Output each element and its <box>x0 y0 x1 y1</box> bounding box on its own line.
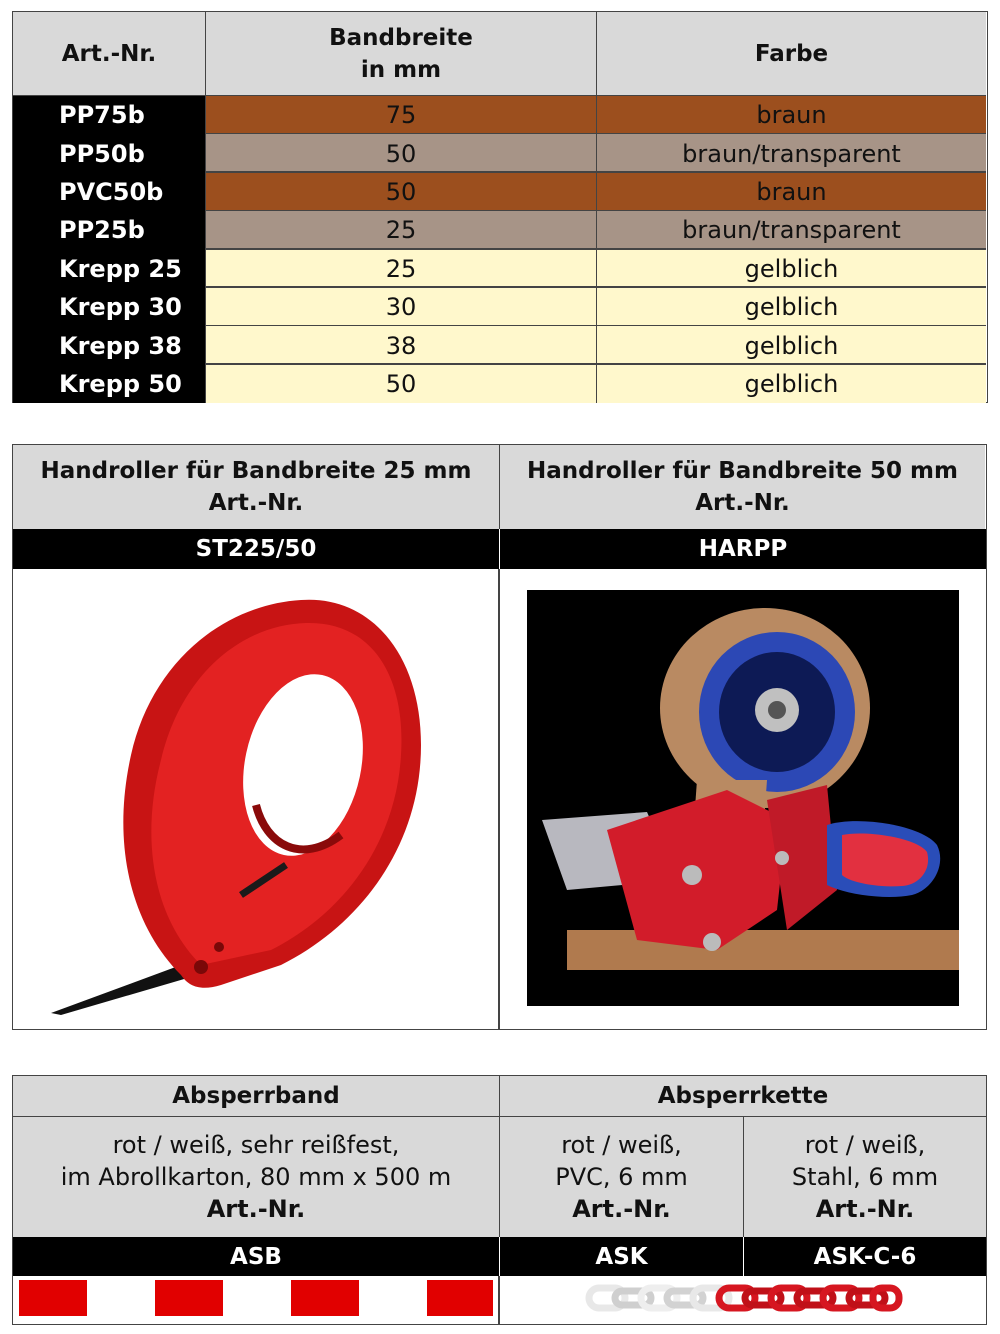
art-nr-cell: Krepp 30 <box>13 288 205 326</box>
dispenser-25-header <box>13 445 499 529</box>
farbe-cell: braun/transparent <box>596 134 986 172</box>
farbe-cell: gelblich <box>596 250 986 288</box>
bandbreite-cell: 75 <box>205 96 596 134</box>
art-nr-cell: Krepp 25 <box>13 250 205 288</box>
dispenser-column-divider <box>498 569 500 1029</box>
absperrband-desc-line1: rot / weiß, sehr reißfest, <box>112 1131 400 1159</box>
header-bandbreite-line2: in mm <box>360 57 442 83</box>
bandbreite-cell: 50 <box>205 134 596 172</box>
tape-table <box>12 11 988 403</box>
farbe-cell: gelblich <box>596 288 986 326</box>
header-farbe <box>596 12 986 96</box>
table-row <box>13 134 986 172</box>
kette-pvc-line2: PVC, 6 mm <box>555 1163 688 1191</box>
absperrkette-pvc-description <box>499 1116 743 1237</box>
table-row <box>13 288 986 326</box>
tape-dispenser-50mm-image <box>527 590 959 1006</box>
bandbreite-cell: 25 <box>205 250 596 288</box>
art-nr-cell: PVC50b <box>13 173 205 211</box>
barrier-chain-image <box>585 1282 903 1314</box>
dispenser-50-artnr-label: Art.-Nr. <box>695 490 790 516</box>
header-bandbreite <box>205 12 596 96</box>
kette-stahl-line2: Stahl, 6 mm <box>791 1163 939 1191</box>
farbe-cell: braun <box>596 96 986 134</box>
kette-pvc-line1: rot / weiß, <box>561 1131 682 1159</box>
table-row <box>13 173 986 211</box>
art-nr-cell: PP75b <box>13 96 205 134</box>
bandbreite-cell: 25 <box>205 211 596 249</box>
absperrkette-stahl-description <box>743 1116 986 1237</box>
header-bandbreite-line1: Bandbreite <box>329 25 473 51</box>
art-nr-cell: PP50b <box>13 134 205 172</box>
header-farbe-label: Farbe <box>754 41 829 67</box>
barrier-tape-image <box>19 1280 493 1316</box>
bandbreite-cell: 50 <box>205 365 596 403</box>
absperrkette-header <box>499 1076 986 1116</box>
absperrband-code <box>13 1237 499 1276</box>
bandbreite-cell: 50 <box>205 173 596 211</box>
table-row <box>13 96 986 134</box>
absperrband-title: Absperrband <box>172 1083 340 1109</box>
farbe-cell: braun <box>596 173 986 211</box>
art-nr-cell: Krepp 50 <box>13 365 205 403</box>
barrier-column-divider <box>498 1276 500 1324</box>
kette-stahl-code-text: ASK-C-6 <box>813 1243 917 1270</box>
dispenser-50-code-text: HARPP <box>698 536 788 562</box>
farbe-cell: gelblich <box>596 326 986 364</box>
bandbreite-cell: 30 <box>205 288 596 326</box>
header-art-nr-label: Art.-Nr. <box>61 41 157 67</box>
farbe-cell: braun/transparent <box>596 211 986 249</box>
kette-stahl-line1: rot / weiß, <box>804 1131 926 1159</box>
absperrband-desc-line2: im Abrollkarton, 80 mm x 500 m <box>60 1163 452 1191</box>
header-art-nr <box>13 12 205 96</box>
dispenser-25-title: Handroller für Bandbreite 25 mm <box>40 458 472 484</box>
kette-stahl-artnr-label: Art.-Nr. <box>815 1195 915 1223</box>
absperrkette-title: Absperrkette <box>657 1083 829 1109</box>
absperrband-header <box>13 1076 499 1116</box>
absperrband-code-text: ASB <box>230 1243 282 1270</box>
art-nr-cell: PP25b <box>13 211 205 249</box>
dispenser-50-title: Handroller für Bandbreite 50 mm <box>527 458 958 484</box>
table-row <box>13 211 986 249</box>
bandbreite-cell: 38 <box>205 326 596 364</box>
kette-pvc-artnr-label: Art.-Nr. <box>572 1195 671 1223</box>
dispenser-25-code-text: ST225/50 <box>195 536 317 562</box>
table-row <box>13 365 986 403</box>
dispenser-table <box>12 444 987 1030</box>
red-tape-dispenser-image <box>41 595 431 1015</box>
dispenser-50-code <box>499 529 986 569</box>
table-row <box>13 250 986 288</box>
dispenser-25-code <box>13 529 499 569</box>
dispenser-25-artnr-label: Art.-Nr. <box>208 490 304 516</box>
absperrband-description <box>13 1116 499 1237</box>
absperrkette-stahl-code <box>743 1237 986 1276</box>
farbe-cell: gelblich <box>596 365 986 403</box>
absperrkette-pvc-code <box>499 1237 743 1276</box>
kette-pvc-code-text: ASK <box>595 1243 648 1270</box>
dispenser-50-header <box>499 445 985 529</box>
art-nr-cell: Krepp 38 <box>13 326 205 364</box>
table-row <box>13 326 986 364</box>
absperrband-artnr-label: Art.-Nr. <box>206 1195 306 1223</box>
barrier-table <box>12 1075 987 1325</box>
